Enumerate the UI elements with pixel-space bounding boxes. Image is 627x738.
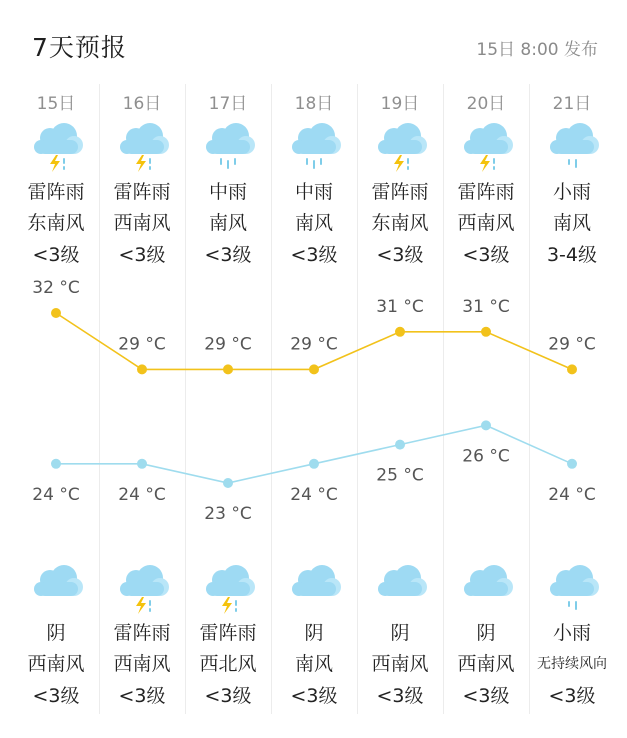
day-wind-direction: 南风 <box>294 212 333 234</box>
high-temp-point <box>51 308 61 318</box>
night-wind-level: <3级 <box>290 685 338 707</box>
forecast-date: 19日 <box>380 94 420 114</box>
low-temp-label: 24 °C <box>32 484 80 505</box>
night-weather: 雷阵雨 <box>113 622 171 644</box>
low-temp-point <box>51 459 61 469</box>
day-wind-level: <3级 <box>290 244 338 266</box>
night-wind-level: <3级 <box>32 685 80 707</box>
day-wind-level: <3级 <box>462 244 510 266</box>
high-temp-label: 29 °C <box>548 334 596 355</box>
page-title: 7天预报 <box>32 33 127 62</box>
low-temp-point <box>137 459 147 469</box>
night-wind-direction: 西南风 <box>113 653 171 675</box>
day-weather: 雷阵雨 <box>457 181 515 203</box>
high-temp-point <box>223 364 233 374</box>
night-wind-direction: 西北风 <box>199 653 257 675</box>
high-temp-label: 29 °C <box>290 334 338 355</box>
night-wind-level: <3级 <box>462 685 510 707</box>
night-wind-level: <3级 <box>376 685 424 707</box>
day-weather: 小雨 <box>552 181 591 203</box>
low-temp-label: 24 °C <box>290 484 338 505</box>
night-wind-direction: 南风 <box>294 653 333 675</box>
day-wind-level: <3级 <box>376 244 424 266</box>
low-temp-label: 24 °C <box>118 484 166 505</box>
high-temp-point <box>567 364 577 374</box>
day-wind-level: <3级 <box>118 244 166 266</box>
night-weather: 阴 <box>46 622 66 644</box>
day-weather: 中雨 <box>208 181 247 203</box>
day-wind-direction: 东南风 <box>371 212 429 234</box>
night-weather: 小雨 <box>552 622 591 644</box>
high-temp-label: 29 °C <box>118 334 166 355</box>
night-wind-direction: 无持续风向 <box>537 656 607 672</box>
day-wind-direction: 东南风 <box>27 212 85 234</box>
day-wind-direction: 南风 <box>208 212 247 234</box>
day-wind-level: <3级 <box>32 244 80 266</box>
low-temp-point <box>309 459 319 469</box>
night-wind-direction: 西南风 <box>371 653 429 675</box>
day-weather: 雷阵雨 <box>27 181 85 203</box>
publish-time: 15日 8:00 发布 <box>476 40 598 60</box>
day-weather: 雷阵雨 <box>371 181 429 203</box>
day-wind-direction: 西南风 <box>113 212 171 234</box>
night-wind-level: <3级 <box>204 685 252 707</box>
night-weather: 阴 <box>390 622 410 644</box>
forecast-date: 16日 <box>122 94 162 114</box>
high-temp-label: 31 °C <box>462 296 510 317</box>
forecast-date: 15日 <box>36 94 76 114</box>
day-wind-level: <3级 <box>204 244 252 266</box>
night-weather: 阴 <box>476 622 496 644</box>
low-temp-point <box>395 440 405 450</box>
low-temp-point <box>223 478 233 488</box>
high-temp-point <box>137 364 147 374</box>
night-wind-level: <3级 <box>118 685 166 707</box>
night-weather: 阴 <box>304 622 324 644</box>
day-weather: 中雨 <box>294 181 333 203</box>
high-temp-point <box>395 327 405 337</box>
night-wind-direction: 西南风 <box>457 653 515 675</box>
forecast-date: 18日 <box>294 94 334 114</box>
high-temp-point <box>481 327 491 337</box>
low-temp-point <box>481 420 491 430</box>
night-wind-direction: 西南风 <box>27 653 85 675</box>
day-weather: 雷阵雨 <box>113 181 171 203</box>
low-temp-label: 24 °C <box>548 484 596 505</box>
low-temp-label: 25 °C <box>376 465 424 486</box>
night-wind-level: <3级 <box>548 685 596 707</box>
low-temp-label: 23 °C <box>204 504 252 524</box>
high-temp-point <box>309 364 319 374</box>
night-weather: 雷阵雨 <box>199 622 257 644</box>
high-temp-label: 31 °C <box>376 296 424 317</box>
day-wind-direction: 西南风 <box>457 212 515 234</box>
day-wind-direction: 南风 <box>552 212 591 234</box>
forecast-date: 21日 <box>552 94 592 114</box>
forecast-date: 20日 <box>466 94 506 114</box>
high-temp-label: 32 °C <box>32 278 80 298</box>
low-temp-label: 26 °C <box>462 446 510 467</box>
low-temp-point <box>567 459 577 469</box>
high-temp-label: 29 °C <box>204 334 252 355</box>
day-wind-level: 3-4级 <box>546 244 598 266</box>
forecast-date: 17日 <box>208 94 248 114</box>
